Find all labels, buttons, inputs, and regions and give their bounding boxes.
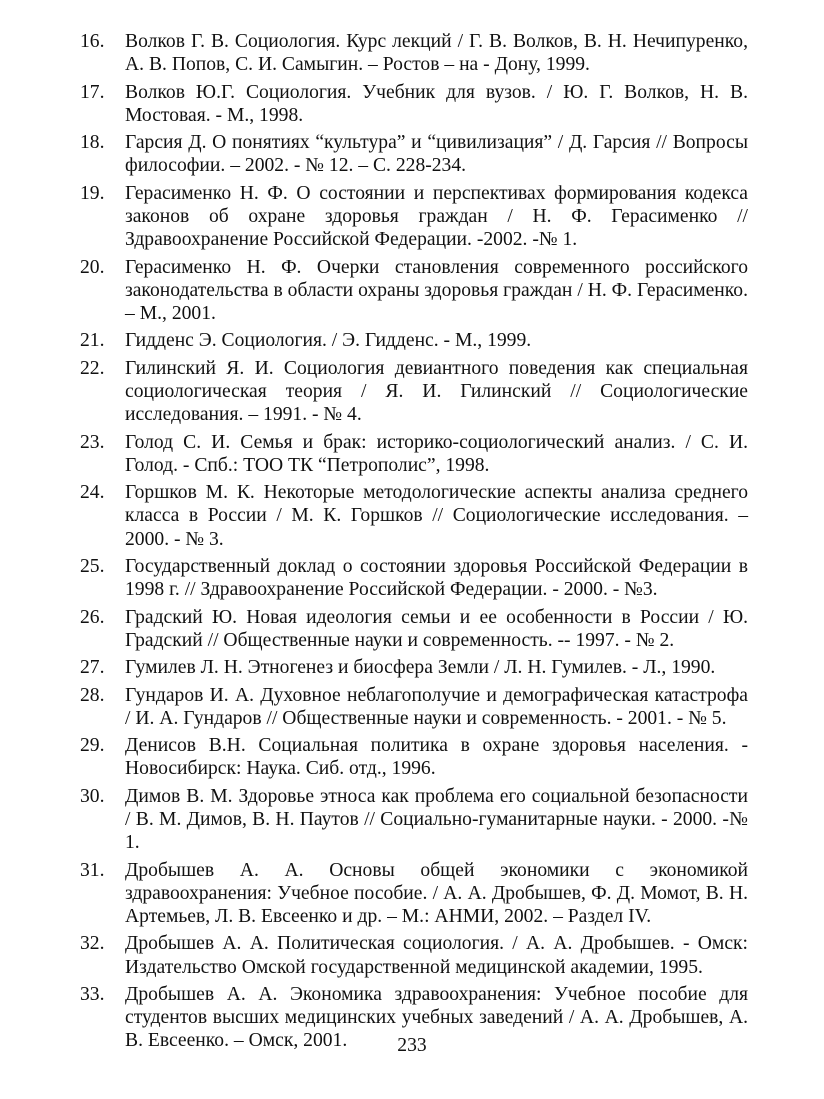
reference-number: 33.: [80, 983, 105, 1005]
page-number: 233: [397, 1035, 427, 1056]
reference-number: 22.: [80, 357, 105, 379]
reference-text: Государственный доклад о состоянии здоровья Российской Федерации в 1998 г. // Здравоохранение Российской Федерации. - 2000. - №3.: [125, 555, 748, 601]
reference-number: 20.: [80, 256, 105, 278]
reference-text: Дробышев А. А. Экономика здравоохранения: Учебное пособие для студентов высших медицинских учебных заведений / А. А. Дробышев, А. В. Евсеенко. – Омск, 2001.: [125, 983, 748, 1052]
reference-item: [78, 329, 748, 352]
reference-item: [78, 859, 748, 929]
reference-text: Гидденс Э. Социология. / Э. Гидденс. - М., 1999.: [125, 330, 532, 352]
reference-item: [78, 81, 748, 127]
reference-number: 28.: [80, 684, 105, 706]
reference-number: 25.: [80, 555, 105, 577]
reference-item: [78, 734, 748, 780]
reference-text: Герасименко Н. Ф. Очерки становления современного российского законодательства в области охраны здоровья граждан / Н. Ф. Герасименко. – М., 2001.: [125, 256, 748, 324]
reference-text: Горшков М. К. Некоторые методологические аспекты анализа среднего класса в России / М. К. Горшков // Социологические исследования. – 2000. - № 3.: [125, 482, 748, 550]
reference-text: Волков Г. В. Социология. Курс лекций / Г. В. Волков, В. Н. Нечипуренко, А. В. Попов, С. И. Самыгин. – Ростов – на - Дону, 1999.: [125, 31, 748, 76]
reference-item: [78, 357, 748, 427]
reference-number: 32.: [80, 933, 105, 955]
reference-text: Дробышев А. А. Основы общей экономики с экономикой здравоохранения: Учебное пособие. / А. А. Дробышев, Ф. Д. Момот, В. Н. Артемьев, Л. В. Евсеенко и др. – М.: АНМИ, 2002. – Раздел IV.: [125, 859, 748, 927]
reference-text: Гундаров И. А. Духовное неблагополучие и демографическая катастрофа / И. А. Гундаров // Общественные науки и современность. - 2001. - № 5.: [125, 684, 748, 729]
reference-item: [78, 431, 748, 477]
reference-text: Гарсия Д. О понятиях “культура” и “цивилизация” / Д. Гарсия // Вопросы философии. – 2002. - № 12. – С. 228-234.: [125, 132, 748, 177]
reference-item: [78, 684, 748, 730]
reference-text: Димов В. М. Здоровье этноса как проблема его социальной безопасности / В. М. Димов, В. Н. Паутов // Социально-гуманитарные науки. - 2000. -№ 1.: [125, 785, 748, 854]
reference-number: 21.: [80, 330, 105, 352]
reference-text: Градский Ю. Новая идеология семьи и ее особенности в России / Ю. Градский // Общественные науки и современность. -- 1997. - № 2.: [125, 606, 748, 651]
reference-item: [78, 656, 748, 679]
reference-item: [78, 131, 748, 177]
reference-text: Волков Ю.Г. Социология. Учебник для вузов. / Ю. Г. Волков, Н. В. Мостовая. - М., 1998.: [125, 81, 748, 126]
reference-text: Дробышев А. А. Политическая социология. / А. А. Дробышев. - Омск: Издательство Омской государственной медицинской академии, 1995.: [125, 933, 748, 978]
reference-item: [78, 481, 748, 551]
reference-text: Гумилев Л. Н. Этногенез и биосфера Земли / Л. Н. Гумилев. - Л., 1990.: [125, 657, 716, 679]
reference-item: [78, 932, 748, 978]
reference-number: 27.: [80, 657, 105, 679]
reference-number: 23.: [80, 431, 105, 453]
reference-text: Герасименко Н. Ф. О состоянии и перспективах формирования кодекса законов об охране здоровья граждан / Н. Ф. Герасименко // Здравоохранение Российской Федерации. -2002. -№ 1.: [125, 182, 748, 251]
reference-number: 30.: [80, 785, 105, 807]
reference-number: 26.: [80, 606, 105, 628]
reference-item: [78, 555, 748, 601]
reference-number: 16.: [80, 31, 105, 52]
reference-list: [78, 30, 748, 1057]
reference-number: 29.: [80, 735, 105, 757]
reference-text: Голод С. И. Семья и брак: историко-социологический анализ. / С. И. Голод. - Спб.: ТОО ТК “Петрополис”, 1998.: [125, 431, 748, 476]
reference-number: 18.: [80, 132, 105, 154]
reference-item: [78, 182, 748, 252]
reference-item: [78, 256, 748, 326]
reference-item: [78, 785, 748, 855]
reference-text: Денисов В.Н. Социальная политика в охране здоровья населения. - Новосибирск: Наука. Сиб. отд., 1996.: [125, 735, 748, 780]
reference-item: [78, 606, 748, 652]
reference-item: [78, 30, 748, 76]
reference-text: Гилинский Я. И. Социология девиантного поведения как специальная социологическая теория / Я. И. Гилинский // Социологические исследования. – 1991. - № 4.: [125, 357, 748, 426]
reference-number: 31.: [80, 859, 105, 881]
reference-number: 17.: [80, 81, 105, 103]
reference-number: 24.: [80, 482, 105, 504]
reference-number: 19.: [80, 182, 105, 204]
